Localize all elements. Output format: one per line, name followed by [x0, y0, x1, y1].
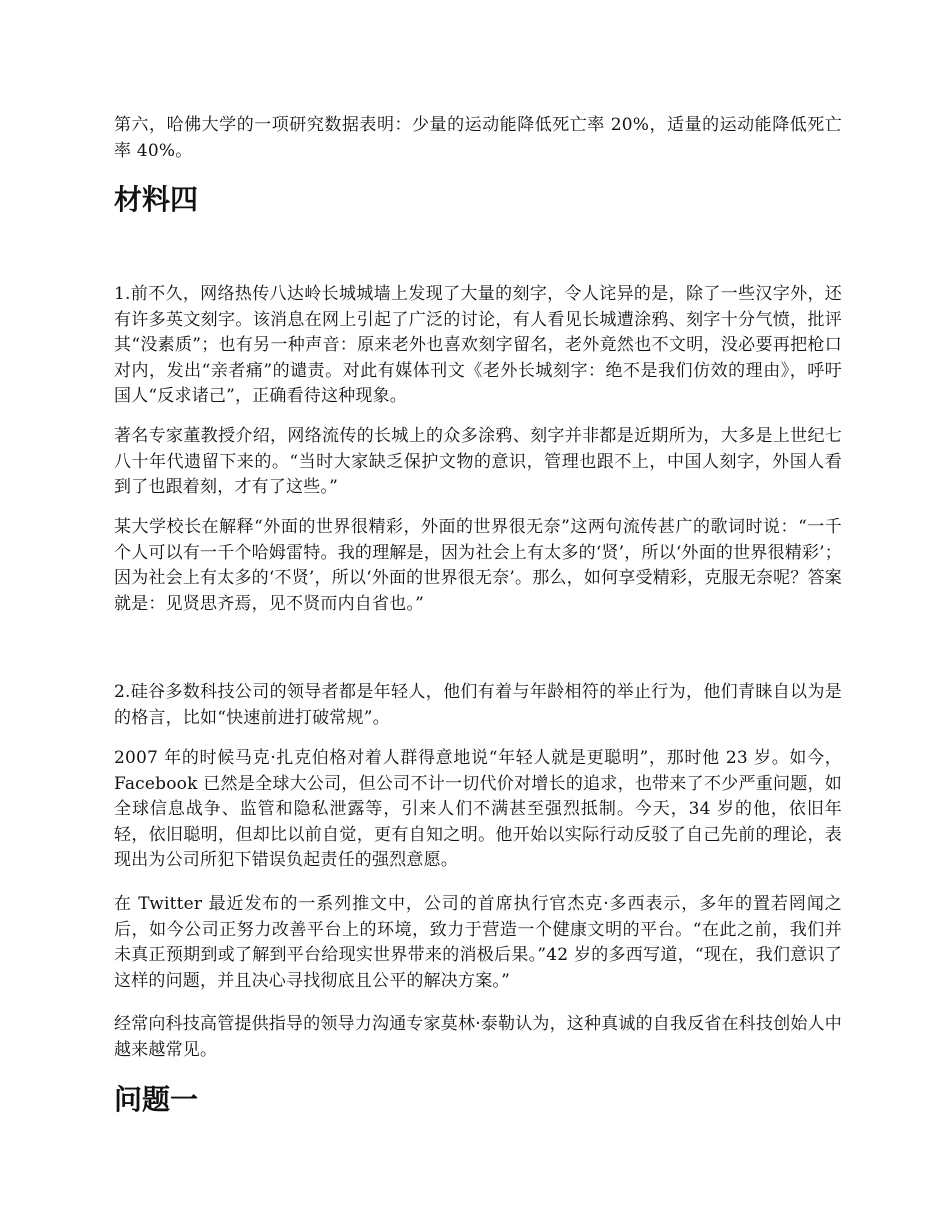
heading-question-one: 问题一	[114, 1083, 199, 1116]
section1-paragraph-3: 某大学校长在解释“外面的世界很精彩，外面的世界很无奈”这两句流传甚广的歌词时说：“一千个人可以有一千个哈姆雷特。我的理解是，因为社会上有太多的‘贤’，所以‘外面的世界很精彩’；因为社会上有太多的‘不贤’，所以‘外面的世界很无奈’。那么，如何享受精彩，克服无奈呢？答案就是：见贤思齐焉，见不贤而内自省也。”	[114, 517, 842, 614]
heading-material-four: 材料四	[114, 183, 199, 216]
section2-paragraph-3: 在 Twitter 最近发布的一系列推文中，公司的首席执行官杰克·多西表示，多年的置若罔闻之后，如今公司正努力改善平台上的环境，致力于营造一个健康文明的平台。“在此之前，我们并未真正预期到或了解到平台给现实世界带来的消极后果。”42 岁的多西写道，“现在，我们意识了这样的问题，并且决心寻找彻底且公平的解决方案。”	[114, 894, 842, 991]
intro-paragraph: 第六，哈佛大学的一项研究数据表明：少量的运动能降低死亡率 20%，适量的运动能降低死亡率 40%。	[114, 115, 842, 161]
section2-paragraph-2: 2007 年的时候马克·扎克伯格对着人群得意地说“年轻人就是更聪明”，那时他 23 岁。如今，Facebook 已然是全球大公司，但公司不计一切代价对增长的追求，也带来了不少严重问题，如全球信息战争、监管和隐私泄露等，引来人们不满甚至强烈抵制。今天，34 岁的他，依旧年轻，依旧聪明，但却比以前自觉，更有自知之明。他开始以实际行动反驳了自己先前的理论，表现出为公司所犯下错误负起责任的强烈意愿。	[114, 748, 842, 870]
section2-paragraph-1: 2.硅谷多数科技公司的领导者都是年轻人，他们有着与年龄相符的举止行为，他们青睐自以为是的格言，比如“快速前进打破常规”。	[114, 682, 842, 728]
section1-paragraph-2: 著名专家董教授介绍，网络流传的长城上的众多涂鸦、刻字并非都是近期所为，大多是上世纪七八十年代遗留下来的。“当时大家缺乏保护文物的意识，管理也跟不上，中国人刻字，外国人看到了也跟着刻，才有了这些。”	[114, 426, 842, 497]
section1-paragraph-1: 1.前不久，网络热传八达岭长城城墙上发现了大量的刻字，令人诧异的是，除了一些汉字外，还有许多英文刻字。该消息在网上引起了广泛的讨论，有人看见长城遭涂鸦、刻字十分气愤，批评其“没素质”；也有另一种声音：原来老外也喜欢刻字留名，老外竟然也不文明，没必要再把枪口对内，发出“亲者痛”的谴责。对此有媒体刊文《老外长城刻字：绝不是我们仿效的理由》，呼吁国人“反求诸己”，正确看待这种现象。	[114, 284, 842, 406]
section2-paragraph-4: 经常向科技高管提供指导的领导力沟通专家莫林·泰勒认为，这种真诚的自我反省在科技创始人中越来越常见。	[114, 1014, 843, 1060]
